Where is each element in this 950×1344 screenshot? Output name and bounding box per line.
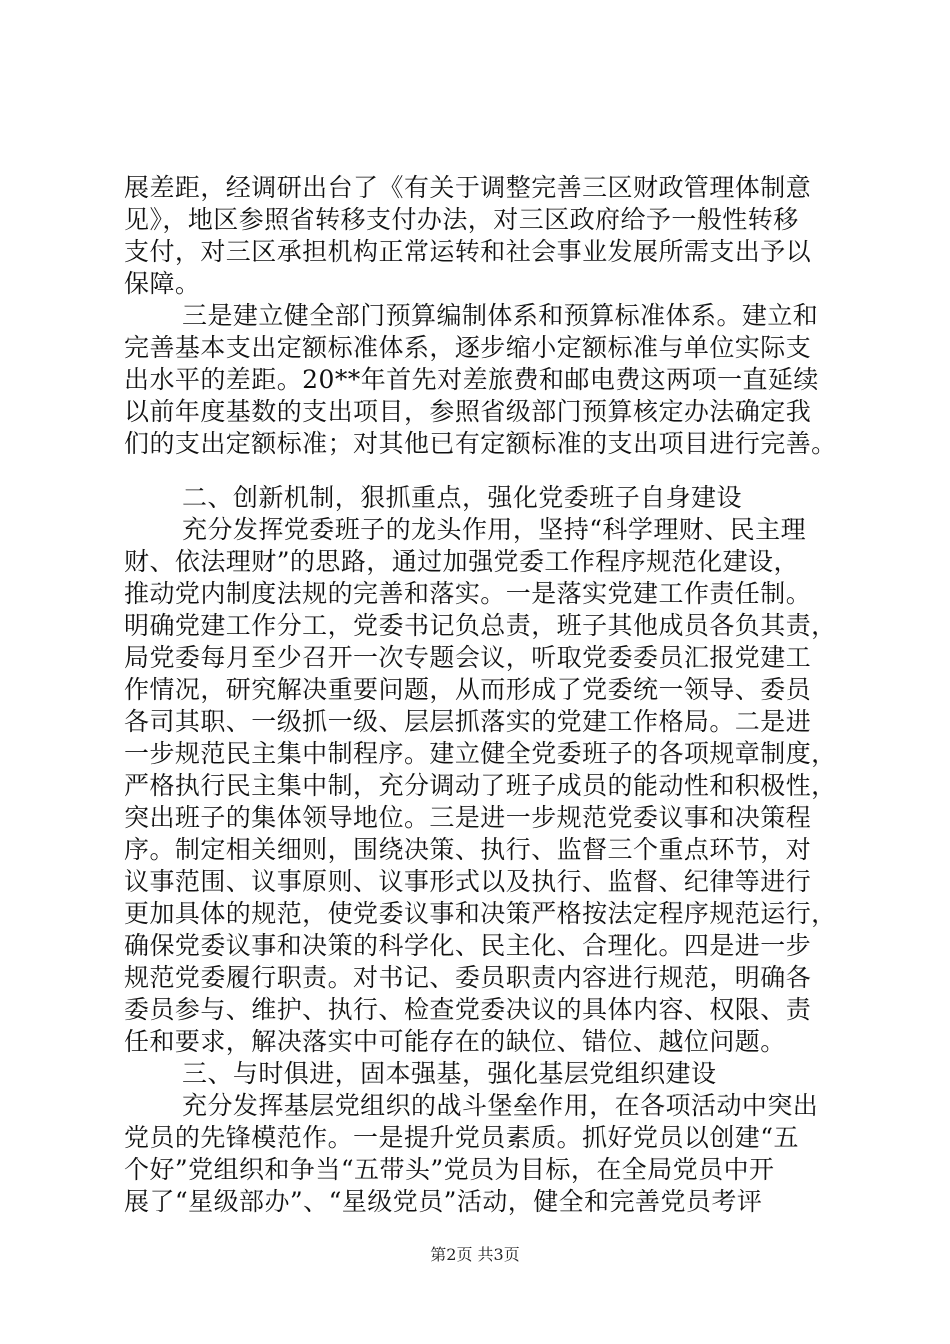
text-line: 突出班子的集体领导地位。三是进一步规范党委议事和决策程	[124, 803, 812, 832]
paragraph-2	[124, 300, 837, 460]
text-line: 支付，对三区承担机构正常运转和社会事业发展所需支出予以	[124, 237, 812, 266]
text-line: 充分发挥党委班子的龙头作用，坚持“科学理财、民主理	[182, 515, 807, 544]
text-line: 确保党委议事和决策的科学化、民主化、合理化。四是进一步	[124, 931, 812, 960]
text-line: 保障。	[124, 269, 201, 298]
page-footer: 第2页 共3页	[430, 1245, 520, 1264]
text-line: 以前年度基数的支出项目，参照省级部门预算核定办法确定我	[124, 397, 812, 426]
text-line: 展了“星级部办”、“星级党员”活动，健全和完善党员考评	[124, 1187, 763, 1216]
text-line: 们的支出定额标准；对其他已有定额标准的支出项目进行完善。	[124, 429, 837, 458]
text-line: 各司其职、一级抓一级、层层抓落实的党建工作格局。二是进	[124, 707, 812, 736]
text-line: 推动党内制度法规的完善和落实。一是落实党建工作责任制。	[124, 579, 812, 608]
paragraph-1	[124, 172, 834, 300]
text-line: 党员的先锋模范作。一是提升党员素质。抓好党员以创建“五	[124, 1123, 799, 1152]
text-line: 议事范围、议事原则、议事形式以及执行、监督、纪律等进行	[124, 867, 812, 896]
text-line: 更加具体的规范，使党委议事和决策严格按法定程序规范运行，	[124, 899, 837, 928]
text-line: 局党委每月至少召开一次专题会议，听取党委委员汇报党建工	[124, 643, 812, 672]
section-2	[124, 482, 837, 1218]
text-line: 作情况，研究解决重要问题，从而形成了党委统一领导、委员	[124, 675, 812, 704]
text-line: 充分发挥基层党组织的战斗堡垒作用，在各项活动中突出	[182, 1091, 819, 1120]
section-heading: 二、创新机制，狠抓重点，强化党委班子自身建设	[182, 483, 742, 512]
text-line: 任和要求，解决落实中可能存在的缺位、错位、越位问题。	[124, 1027, 786, 1056]
text-line: 个好”党组织和争当“五带头”党员为目标，在全局党员中开	[124, 1155, 775, 1184]
text-line: 一步规范民主集中制程序。建立健全党委班子的各项规章制度，	[124, 739, 837, 768]
section-heading: 三、与时俱进，固本强基，强化基层党组织建设	[182, 1059, 717, 1088]
text-line: 见》，地区参照省转移支付办法，对三区政府给予一般性转移	[124, 205, 799, 234]
text-line: 委员参与、维护、执行、检查党委决议的具体内容、权限、责	[124, 995, 812, 1024]
text-line: 明确党建工作分工，党委书记负总责，班子其他成员各负其责，	[124, 611, 837, 640]
text-line: 展差距，经调研出台了《有关于调整完善三区财政管理体制意	[124, 173, 812, 202]
text-line: 序。制定相关细则，围绕决策、执行、监督三个重点环节，对	[124, 835, 812, 864]
text-line: 三是建立健全部门预算编制体系和预算标准体系。建立和	[182, 301, 819, 330]
text-line: 严格执行民主集中制，充分调动了班子成员的能动性和积极性，	[124, 771, 837, 800]
text-line: 出水平的差距。20**年首先对差旅费和邮电费这两项一直延续	[124, 365, 819, 394]
text-line: 财、依法理财”的思路，通过加强党委工作程序规范化建设，	[124, 547, 799, 576]
text-line: 完善基本支出定额标准体系，逐步缩小定额标准与单位实际支	[124, 333, 812, 362]
text-line: 规范党委履行职责。对书记、委员职责内容进行规范，明确各	[124, 963, 812, 992]
